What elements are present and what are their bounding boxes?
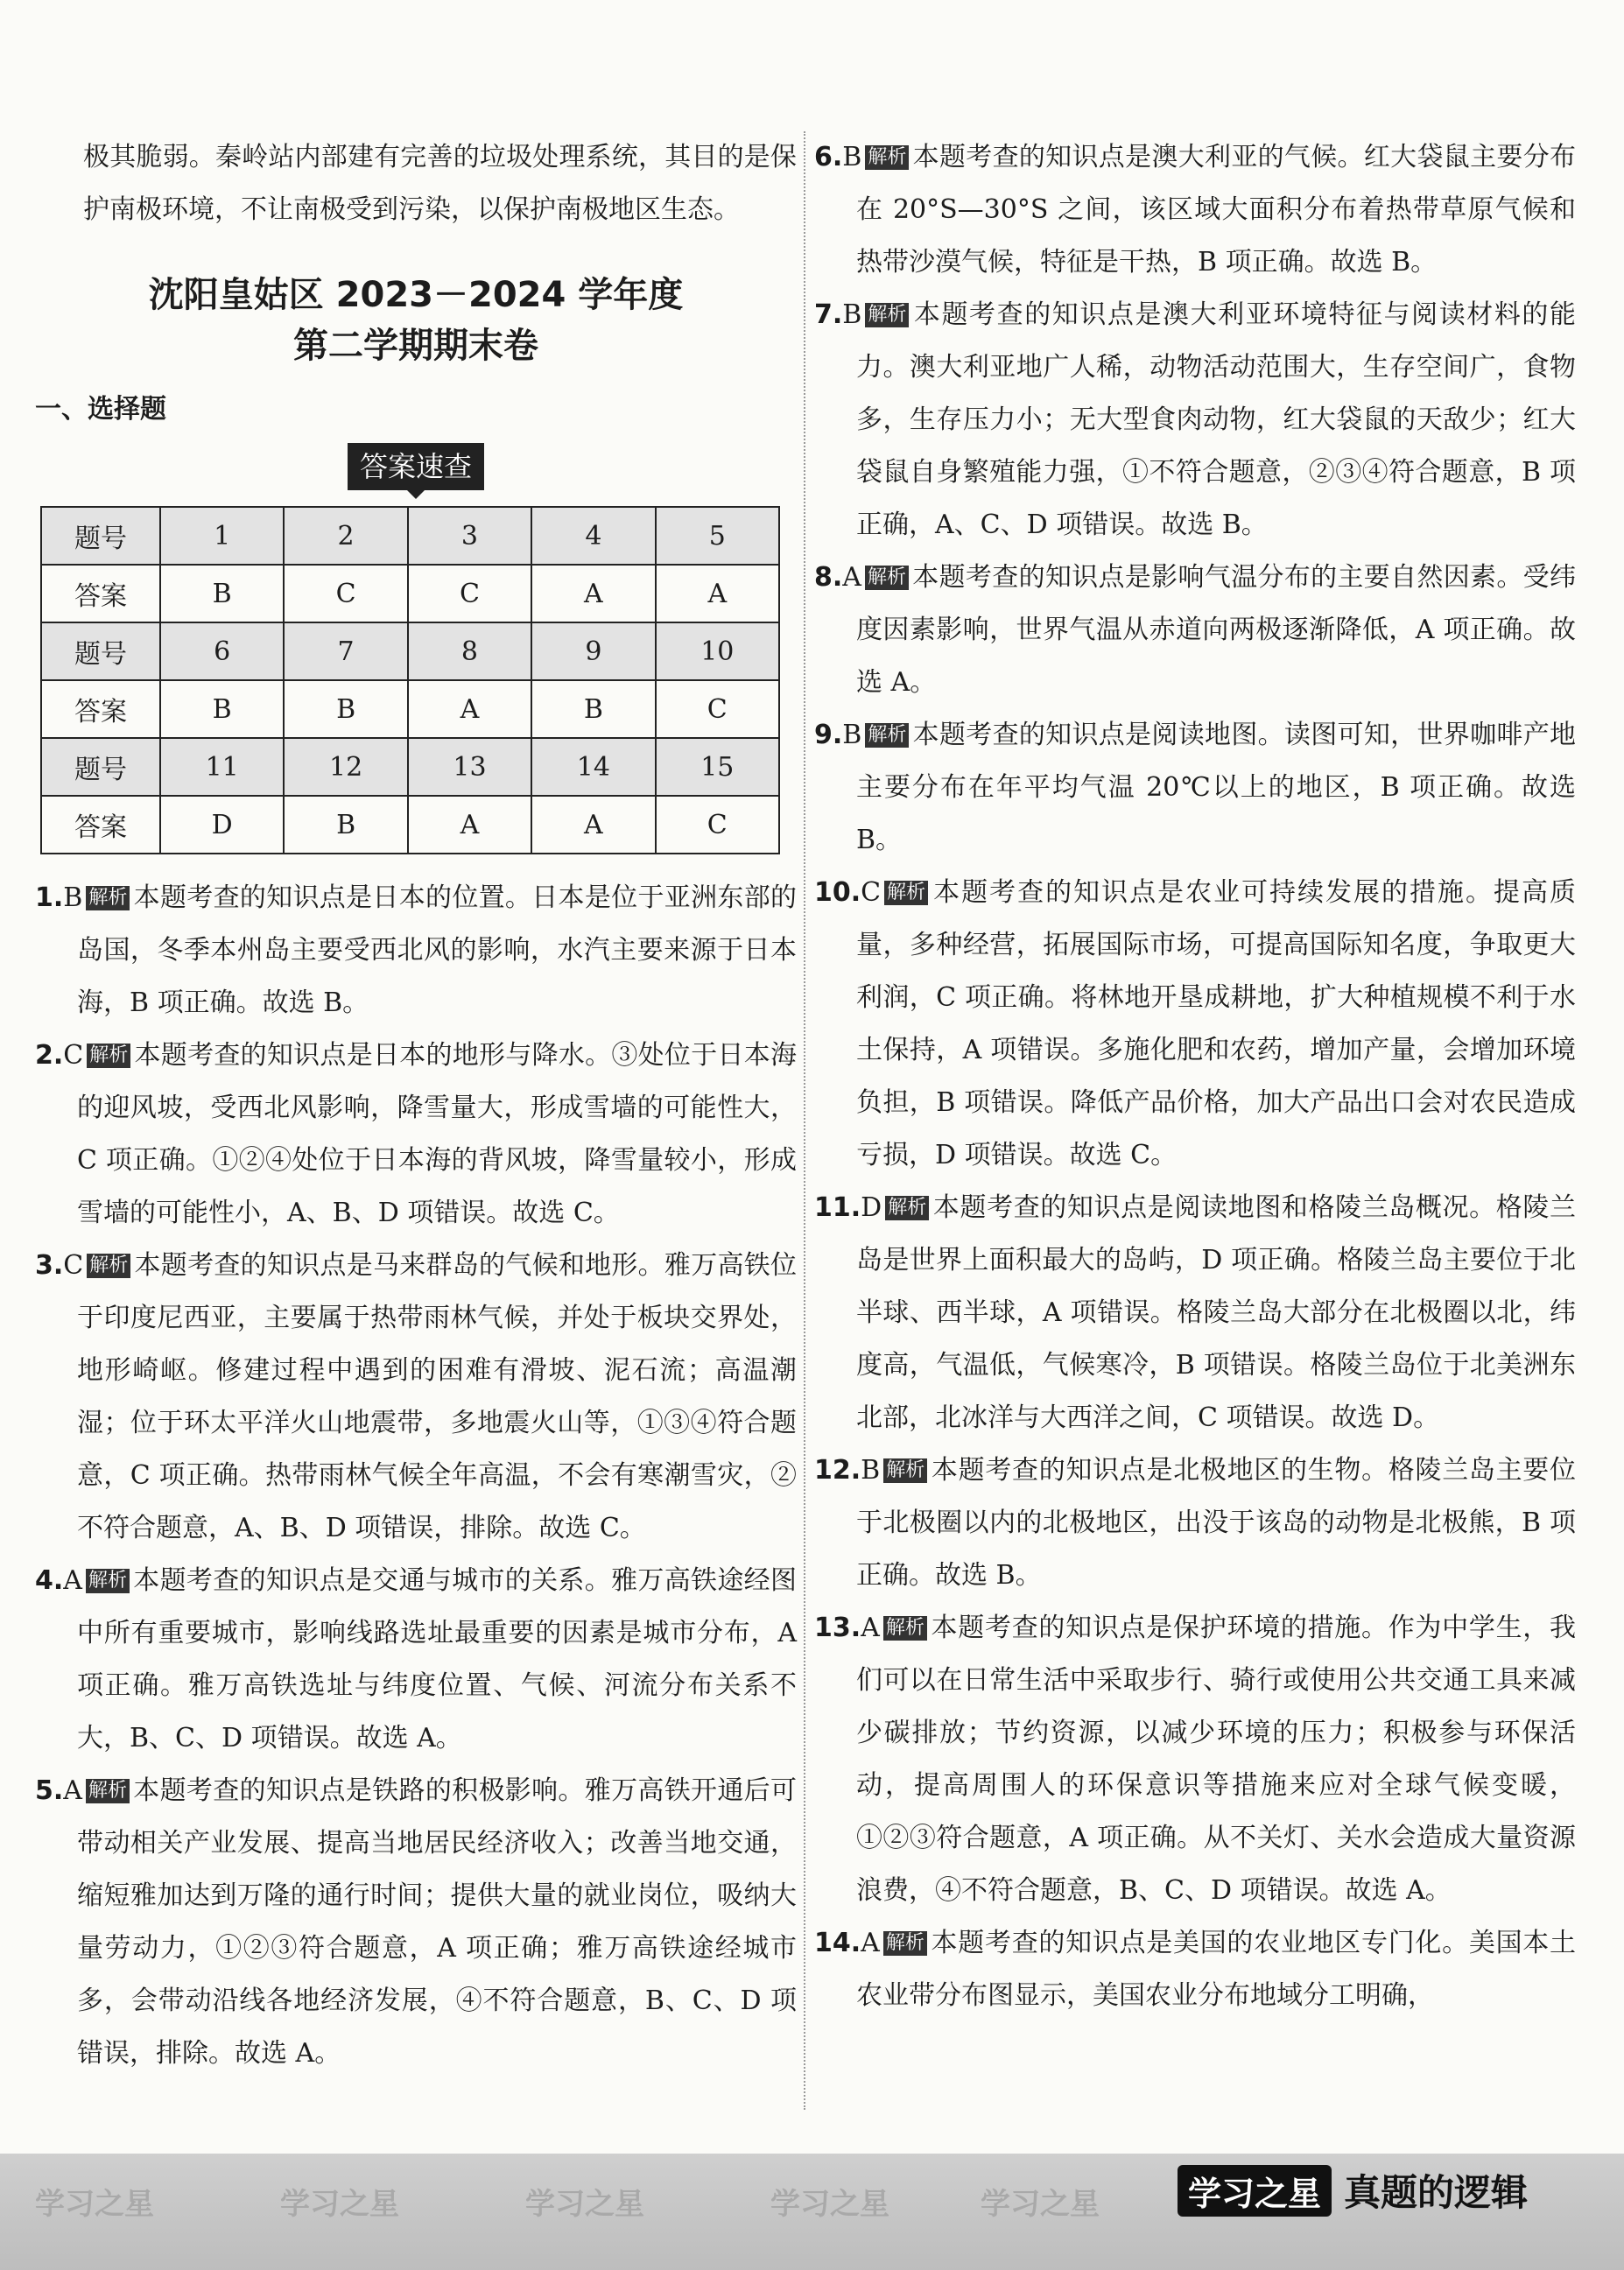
question-item	[814, 552, 1576, 709]
question-item	[814, 867, 1576, 1182]
analysis-tag: 解析	[865, 145, 909, 170]
question-explanation: 本题考查的知识点是交通与城市的关系。雅万高铁途经图中所有重要城市，影响线路选址最重要的因素是城市分布，A 项正确。雅万高铁选址与纬度位置、气候、河流分布关系不大，B、C、D 项错误。故选 A。	[77, 1565, 797, 1753]
answer-table-row	[41, 796, 779, 854]
column-divider	[804, 131, 805, 2110]
answer-table-row-header: 题号	[41, 622, 160, 680]
answer-table-cell: C	[408, 565, 531, 622]
answer-table-row-header: 题号	[41, 507, 160, 565]
question-explanation: 本题考查的知识点是日本的位置。日本是位于亚洲东部的岛国，冬季本州岛主要受西北风的影响，水汽主要来源于日本海，B 项正确。故选 B。	[77, 882, 797, 1018]
question-item	[35, 872, 797, 1030]
answer-table-cell: 11	[160, 738, 284, 796]
answer-table-title	[35, 443, 797, 499]
analysis-tag: 解析	[883, 1616, 927, 1641]
answer-table-row	[41, 565, 779, 622]
question-number: 5.	[35, 1775, 64, 1806]
footer-brand	[1178, 2164, 1528, 2217]
question-number: 2.	[35, 1040, 64, 1071]
question-item	[814, 709, 1576, 867]
question-item	[814, 1444, 1576, 1602]
question-answer: C	[63, 1250, 84, 1281]
right-column	[814, 131, 1576, 2022]
answer-table-row	[41, 507, 779, 565]
answer-table-cell: 10	[656, 622, 779, 680]
question-answer: B	[842, 720, 862, 750]
footer-watermark: 学习之星	[981, 2187, 1100, 2222]
question-answer: B	[861, 1455, 881, 1486]
question-number: 7.	[814, 299, 843, 330]
question-item	[814, 131, 1576, 289]
footer-watermark: 学习之星	[35, 2187, 154, 2222]
answer-table-row-header: 题号	[41, 738, 160, 796]
question-item	[814, 1182, 1576, 1444]
question-item	[814, 1917, 1576, 2022]
question-list-left	[35, 872, 797, 2080]
answer-table-cell: C	[284, 565, 407, 622]
question-explanation: 本题考查的知识点是美国的农业地区专门化。美国本土农业带分布图显示，美国农业分布地域分工明确，	[856, 1928, 1576, 2011]
question-number: 13.	[814, 1613, 861, 1643]
answer-table-cell: C	[656, 680, 779, 738]
answer-table-row	[41, 622, 779, 680]
footer-watermark: 学习之星	[525, 2187, 644, 2222]
answer-table-cell: 4	[531, 507, 655, 565]
question-number: 6.	[814, 142, 843, 172]
question-answer: D	[861, 1192, 882, 1223]
question-number: 10.	[814, 877, 861, 908]
answer-table-title-pointer	[407, 490, 425, 499]
answer-table-cell: B	[284, 680, 407, 738]
analysis-tag: 解析	[86, 886, 130, 910]
question-answer: A	[861, 1613, 880, 1643]
answer-table-title-text: 答案速查	[348, 443, 484, 490]
answer-table-cell: C	[656, 796, 779, 854]
analysis-tag: 解析	[86, 1779, 130, 1803]
answer-table-cell: A	[531, 796, 655, 854]
intro-paragraph: 极其脆弱。秦岭站内部建有完善的垃圾处理系统，其目的是保护南极环境，不让南极受到污染，以保护南极地区生态。	[83, 142, 797, 225]
answer-table-cell: 2	[284, 507, 407, 565]
footer-watermark: 学习之星	[770, 2187, 889, 2222]
question-explanation: 本题考查的知识点是澳大利亚的气候。红大袋鼠主要分布在 20°S—30°S 之间，该区域大面积分布着热带草原气候和热带沙漠气候，特征是干热，B 项正确。故选 B。	[856, 142, 1576, 278]
analysis-tag: 解析	[87, 1254, 130, 1278]
question-answer: B	[842, 142, 862, 172]
analysis-tag: 解析	[87, 1044, 130, 1068]
answer-table-cell: 9	[531, 622, 655, 680]
brand-slogan: 真题的逻辑	[1343, 2171, 1528, 2214]
answer-table-cell: 5	[656, 507, 779, 565]
answer-table-cell: A	[408, 680, 531, 738]
answer-table-cell: 14	[531, 738, 655, 796]
question-number: 4.	[35, 1565, 64, 1596]
answer-table-cell: B	[160, 680, 284, 738]
analysis-tag: 解析	[884, 881, 928, 905]
exam-title-line1: 沈阳皇姑区 2023－2024 学年度	[148, 275, 684, 315]
question-explanation: 本题考查的知识点是影响气温分布的主要自然因素。受纬度因素影响，世界气温从赤道向两极逐渐降低，A 项正确。故选 A。	[856, 562, 1576, 698]
question-number: 9.	[814, 720, 843, 750]
question-answer: B	[63, 882, 83, 913]
question-answer: A	[842, 562, 861, 593]
question-answer: B	[842, 299, 862, 330]
question-number: 3.	[35, 1250, 64, 1281]
analysis-tag: 解析	[865, 566, 909, 590]
answer-table-cell: 6	[160, 622, 284, 680]
analysis-tag: 解析	[86, 1569, 130, 1593]
answer-table-cell: 1	[160, 507, 284, 565]
question-answer: A	[63, 1565, 82, 1596]
answer-table-cell: A	[408, 796, 531, 854]
question-explanation: 本题考查的知识点是阅读地图。读图可知，世界咖啡产地主要分布在年平均气温 20℃以上的地区，B 项正确。故选 B。	[856, 720, 1576, 855]
answer-table-row-header: 答案	[41, 565, 160, 622]
question-answer: C	[861, 877, 882, 908]
answer-table-cell: 15	[656, 738, 779, 796]
question-item	[814, 1602, 1576, 1917]
analysis-tag: 解析	[883, 1931, 927, 1956]
question-explanation: 本题考查的知识点是阅读地图和格陵兰岛概况。格陵兰岛是世界上面积最大的岛屿，D 项正确。格陵兰岛主要位于北半球、西半球，A 项错误。格陵兰岛大部分在北极圈以北，纬度高，气温低，气候寒冷，B 项错误。格陵兰岛位于北美洲东北部，北冰洋与大西洋之间，C 项错误。故选 D。	[856, 1192, 1576, 1433]
question-answer: A	[63, 1775, 82, 1806]
question-number: 1.	[35, 882, 64, 913]
analysis-tag: 解析	[885, 1196, 929, 1220]
answer-table-cell: B	[160, 565, 284, 622]
question-item	[35, 1030, 797, 1240]
question-number: 14.	[814, 1928, 861, 1958]
question-explanation: 本题考查的知识点是铁路的积极影响。雅万高铁开通后可带动相关产业发展、提高当地居民经济收入；改善当地交通，缩短雅加达到万隆的通行时间；提供大量的就业岗位，吸纳大量劳动力，①②③符合题意，A 项正确；雅万高铁途经城市多，会带动沿线各地经济发展，④不符合题意，B、C、D 项错误，排除。故选 A。	[77, 1775, 797, 2069]
question-explanation: 本题考查的知识点是澳大利亚环境特征与阅读材料的能力。澳大利亚地广人稀，动物活动范围大，生存空间广，食物多，生存压力小；无大型食肉动物，红大袋鼠的天敌少；红大袋鼠自身繁殖能力强，①不符合题意，②③④符合题意，B 项正确，A、C、D 项错误。故选 B。	[856, 299, 1576, 540]
answer-table-cell: A	[531, 565, 655, 622]
answer-table-cell: 7	[284, 622, 407, 680]
section-label: 一、选择题	[35, 394, 166, 425]
brand-logo: 学习之星	[1178, 2165, 1332, 2217]
question-list-right	[814, 131, 1576, 2022]
answer-table-cell: 8	[408, 622, 531, 680]
footer-watermark: 学习之星	[280, 2187, 399, 2222]
question-answer: A	[861, 1928, 880, 1958]
answer-table-cell: B	[531, 680, 655, 738]
answer-table-row	[41, 680, 779, 738]
answer-table-row-header: 答案	[41, 796, 160, 854]
question-item	[35, 1555, 797, 1765]
answer-table-row	[41, 738, 779, 796]
exam-title	[35, 270, 797, 371]
answer-table-cell: D	[160, 796, 284, 854]
answer-table-cell: 12	[284, 738, 407, 796]
question-item	[814, 289, 1576, 552]
exam-title-line2: 第二学期期末卷	[293, 326, 538, 366]
question-answer: C	[63, 1040, 84, 1071]
answer-table-cell: 13	[408, 738, 531, 796]
analysis-tag: 解析	[865, 303, 909, 327]
answer-table-row-header: 答案	[41, 680, 160, 738]
question-number: 11.	[814, 1192, 861, 1223]
question-number: 12.	[814, 1455, 861, 1486]
question-explanation: 本题考查的知识点是北极地区的生物。格陵兰岛主要位于北极圈以内的北极地区，出没于该岛的动物是北极熊，B 项正确。故选 B。	[856, 1455, 1576, 1591]
answer-table-cell: 3	[408, 507, 531, 565]
question-explanation: 本题考查的知识点是马来群岛的气候和地形。雅万高铁位于印度尼西亚，主要属于热带雨林气候，并处于板块交界处，地形崎岖。修建过程中遇到的困难有滑坡、泥石流；高温潮湿；位于环太平洋火山地震带，多地震火山等，①③④符合题意，C 项正确。热带雨林气候全年高温，不会有寒潮雪灾，②不符合题意，A、B、D 项错误，排除。故选 C。	[77, 1250, 797, 1543]
answer-table-cell: A	[656, 565, 779, 622]
question-item	[35, 1765, 797, 2080]
question-explanation: 本题考查的知识点是农业可持续发展的措施。提高质量，多种经营，拓展国际市场，可提高国际知名度，争取更大利润，C 项正确。将林地开垦成耕地，扩大种植规模不利于水土保持，A 项错误。多施化肥和农药，增加产量，会增加环境负担，B 项错误。降低产品价格，加大产品出口会对农民造成亏损，D 项错误。故选 C。	[856, 877, 1576, 1170]
question-explanation: 本题考查的知识点是日本的地形与降水。③处位于日本海的迎风坡，受西北风影响，降雪量大，形成雪墙的可能性大，C 项正确。①②④处位于日本海的背风坡，降雪量较小，形成雪墙的可能性小，A、B、D 项错误。故选 C。	[77, 1040, 797, 1228]
question-item	[35, 1240, 797, 1555]
answer-table-cell: B	[284, 796, 407, 854]
answer-table	[40, 506, 780, 854]
left-column	[35, 131, 797, 2080]
question-number: 8.	[814, 562, 843, 593]
question-explanation: 本题考查的知识点是保护环境的措施。作为中学生，我们可以在日常生活中采取步行、骑行或使用公共交通工具来减少碳排放；节约资源，以减少环境的压力；积极参与环保活动，提高周围人的环保意识等措施来应对全球气候变暖，①②③符合题意，A 项正确。从不关灯、关水会造成大量资源浪费，④不符合题意，B、C、D 项错误。故选 A。	[856, 1613, 1576, 1906]
analysis-tag: 解析	[883, 1458, 927, 1483]
analysis-tag: 解析	[865, 723, 909, 748]
